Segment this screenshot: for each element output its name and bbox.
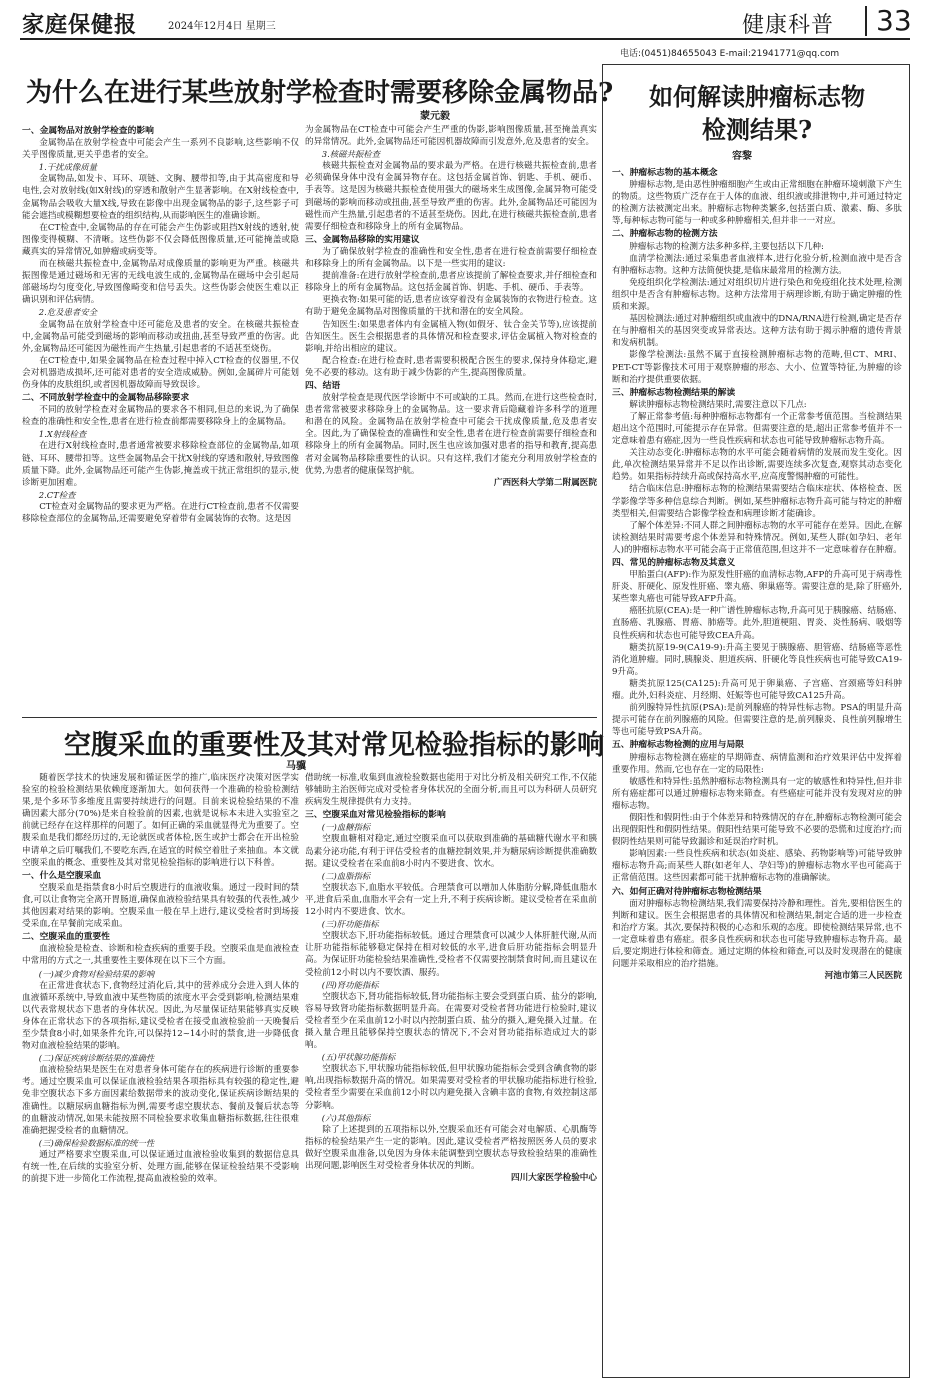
paragraph: 金属物品,如发卡、耳环、项链、文胸、腰带扣等,由于其高密度和导电性,会对放射线(如X射线)的穿透和散射产生显著影响。在X射线检查中,金属物品会吸收大量X线,导致在影像中出现金属物品的影子,这些影子可能会遮挡或模糊想要检查的组织结构,从而影响医生的准确诊断。 <box>22 174 299 221</box>
subsection-heading: (六)其他指标 <box>321 1112 371 1123</box>
paragraph: 肿瘤标志物的检测方法多种多样,主要包括以下几种: <box>629 241 824 252</box>
paragraph: 借助统一标准,收集到血液检验数据也能用于对比分析及相关研究工作,不仅能够辅助主治医师完成对受检者身体状况的全面分析,而且可以为科研人员研究疾病发生规律提供有力支持。 <box>305 773 597 808</box>
paragraph: 金属物品在放射学检查中还可能危及患者的安全。在核磁共振检查中,金属物品可能受到磁场的影响而移动或扭曲,甚至导致严重的伤害。此外,金属物品还可能因为磁性而产生热量,引起患者的不适甚至烧伤。 <box>22 319 299 354</box>
subsection-heading: (三)确保检验数据标准的统一性 <box>38 1137 155 1148</box>
paragraph: 告知医生:如果患者体内有金属植入物(如假牙、钛合金关节等),应该提前告知医生。医生会根据患者的具体情况和检查要求,评估金属植入物对检查的影响,并给出相应的建议。 <box>305 319 597 354</box>
article2-column-1 <box>22 772 299 1380</box>
subsection-heading: (二)保证疾病诊断结果的准确性 <box>38 1053 155 1064</box>
subsection-heading: (三)肝功能指标 <box>321 919 379 930</box>
paragraph: 在CT检查中,如果金属物品在检查过程中掉入CT检查的仪器里,不仅会对机器造成损坏,还可能对患者的安全造成威胁。例如,金属碎片可能划伤身体的皮肤组织,或者因机器故障而导致误诊。 <box>22 355 299 390</box>
subsection-heading: (一)血糖指标 <box>321 822 371 833</box>
paragraph: 影响因素:一些良性疾病和状态(如炎症、感染、药物影响等)可能导致肿瘤标志物升高;而某些人群(如老年人、孕妇等)的肿瘤标志物水平也可能高于正常值范围。这些因素都可能干扰肿瘤标志物的准确解读。 <box>612 849 902 884</box>
paragraph: 空腹状态下,肝功能指标较低。通过合理禁食可以减少人体肝脏代谢,从而让肝功能指标能够稳定保持在相对较低的水平,进食后肝功能指标会明显升高。为保证肝功能检验结果准确性,受检者不仅需要控制禁食时间,而且建议在受检前12小时以内不要饮酒、服药。 <box>305 931 597 978</box>
paragraph: 空腹采血是指禁食8小时后空腹进行的血液收集。通过一段时间的禁食,可以让食物完全离开胃肠道,确保血液检验结果具有较强的代表性,减少其他因素对结果的影响。空腹采血一般在早上进行,建议受检者时到场接受采血,在早餐前完成采血。 <box>22 882 299 930</box>
issue-date: 2024年12月4日 星期三 <box>168 21 276 32</box>
article2-author: 马骥 <box>286 761 306 772</box>
paragraph: 配合检查:在进行检查时,患者需要积极配合医生的要求,保持身体稳定,避免不必要的移动。这有助于减少伪影的产生,提高图像质量。 <box>305 355 597 378</box>
section-heading: 二、不同放射学检查中的金属物品移除要求 <box>22 393 190 404</box>
subsection-heading: 2.危及患者安全 <box>38 307 98 318</box>
article3-title-line2: 检测结果? <box>701 115 813 144</box>
section-name: 健康科普 <box>742 13 835 38</box>
subsection-heading: 2.CT检查 <box>38 489 76 500</box>
paragraph: 在CT检查中,金属物品的存在可能会产生伪影或阻挡X射线的透射,使图像变得模糊、不清晰。这些伪影不仅会降低图像质量,还可能掩盖或隐藏真实的异常情况,如肿瘤或病变等。 <box>22 222 299 257</box>
paragraph: 基因检测法:通过对肿瘤组织或血液中的DNA/RNA进行检测,确定是否存在与肿瘤相关的基因突变或异常表达。这种方法有助于揭示肿瘤的遗传背景和发病机制。 <box>612 314 902 349</box>
section-heading: 三、肿瘤标志物检测结果的解读 <box>612 387 736 398</box>
subsection-heading: 1.X射线检查 <box>38 429 87 440</box>
paragraph: 假阳性和假阴性:由于个体差异和特殊情况的存在,肿瘤标志物检测可能会出现假阳性和假阴性结果。假阳性结果可能导致不必要的恐慌和过度治疗;而假阴性结果则可能导致漏诊和延误治疗时机。 <box>612 812 902 848</box>
section-heading: 三、空腹采血对常见检验指标的影响 <box>305 810 446 821</box>
article-divider <box>22 717 597 718</box>
article3-title <box>612 80 902 146</box>
paragraph: CT检查对金属物品的要求更为严格。在进行CT检查前,患者不仅需要移除检查部位的金属物品,还需要避免穿着带有金属装饰的衣物。这是因 <box>22 501 299 524</box>
section-heading: 二、空腹采血的重要性 <box>22 932 110 943</box>
subsection-heading: 1.干扰成像质量 <box>38 162 98 173</box>
section-heading: 四、常见的肿瘤标志物及其意义 <box>612 558 736 568</box>
article3-author: 容黎 <box>732 151 752 162</box>
paragraph: 在进行X射线检查时,患者通常被要求移除检查部位的金属物品,如项链、耳环、腰带扣等。这些金属物品会干扰X射线的穿透和散射,导致图像质量下降。此外,金属物品还可能产生伪影,掩盖或干扰正常组织的显示,使诊断更加困难。 <box>22 441 299 488</box>
paragraph: 提前准备:在进行放射学检查前,患者应该提前了解检查要求,并仔细检查和移除身上的所有金属物品。这包括金属首饰、钥匙、手机、硬币、手表等。 <box>305 271 597 294</box>
paragraph: 随着医学技术的快速发展和循证医学的推广,临床医疗决策对医学实验室的检验检测结果依赖度逐渐加大。如何获得一个准确的检验检测结果,是个多环节多维度且需要持续进行的问题。目前来说检验结果的不准确因素大部分(70%)是来自检验前的因素,也就是说标本未进入实验室之前就已经存在这样那样的问题了。如何正确的采血就显得尤为重要了。空腹采血是我们都经历过的,无论就医或者体检,医生或护士都会在开出检验申请单之后叮嘱我们,不要吃东西,在适宜的时候空着肚子来抽血。本文就空腹采血的概念、重要性及其对常见检验指标的影响进行以下科普。 <box>22 773 299 868</box>
paragraph: 为金属物品在CT检查中可能会产生严重的伪影,影响图像质量,甚至掩盖真实的异常情况。此外,金属物品还可能因机器故障而引发意外,危及患者的安全。 <box>305 125 597 148</box>
section-heading: 二、肿瘤标志物的检测方法 <box>612 229 718 240</box>
paragraph: 肿瘤标志物,是由恶性肿瘤细胞产生或由正常细胞在肿瘤环境刺激下产生的物质。这些物质广泛存在于人体的血液、组织液或排泄物中,并可通过特定的检测方法被测定出来。肿瘤标志物种类繁多,包括蛋白质、激素、酶、多肽等,每种标志物可能与一种或多种肿瘤相关,但并非一一对应。 <box>612 180 902 227</box>
author-affiliation: 四川大家医学检验中心 <box>511 1173 597 1184</box>
paragraph: 肿瘤标志物检测在癌症的早期筛查、病情监测和治疗效果评估中发挥着重要作用。然而,它也存在一定的局限性: <box>612 752 902 775</box>
section-heading: 六、如何正确对待肿瘤标志物检测结果 <box>612 886 762 897</box>
paragraph: 放射学检查是现代医学诊断中不可或缺的工具。然而,在进行这些检查时,患者常常被要求移除身上的金属物品。这一要求背后隐藏着许多科学的道理和潜在的风险。金属物品在放射学检查中可能会干扰成像质量,危及患者安全。因此,为了确保检查的准确性和安全性,患者在进行检查前需要仔细检查和移除身上的所有金属物品。同时,医生也应该加强对患者的指导和教育,提高患者对金属物品移除重要性的认识。只有这样,我们才能充分利用放射学检查的优势,为患者的健康保驾护航。 <box>305 393 597 476</box>
paragraph: 核磁共振检查对金属物品的要求最为严格。在进行核磁共振检查前,患者必须确保身体中没有金属异物存在。这包括金属首饰、钥匙、手机、硬币、手表等。这是因为核磁共振检查使用强大的磁场来生成图像,金属异物可能受到磁场的影响而移动或扭曲,甚至导致严重的伤害。此外,金属物品还可能因为磁性而产生热量,引起患者的不适甚至烧伤。因此,在进行核磁共振检查前,患者需要仔细检查和移除身上的所有金属物品。 <box>305 161 597 232</box>
paragraph: 血液检验结果是医生在对患者身体可能存在的疾病进行诊断的重要参考。通过空腹采血可以保证血液检验结果各项指标具有较强的稳定性,避免非空腹状态下多方面因素给数据带来的波动变化,保证疾病诊断结果的准确性。以糖尿病血糖指标为例,需要考虑空腹状态、餐前及餐后状态等的血糖波动情况,如果未能按照不同检验要求收集血糖指标数据,往往很难准确把握受检者的血糖情况。 <box>22 1065 299 1136</box>
paragraph: 免疫组织化学检测法:通过对组织切片进行染色和免疫组化技术处理,检测组织中是否含有肿瘤标志物。这种方法常用于病理诊断,有助于确定肿瘤的性质和来源。 <box>612 277 902 313</box>
page-number: 33 <box>876 4 912 37</box>
paragraph: 影像学检测法:虽然不属于直接检测肿瘤标志物的范畴,但CT、MRI、PET-CT等影像技术可用于观察肿瘤的形态、大小、位置等特征,为肿瘤的诊断和治疗提供重要依据。 <box>612 350 902 385</box>
article1-column-2 <box>305 124 597 714</box>
masthead-rule <box>20 38 910 40</box>
contact-info: 电话:(0451)84655043 E-mail:21941771@qq.com <box>620 49 840 59</box>
subsection-heading: (二)血脂指标 <box>321 870 371 881</box>
article3-column <box>612 166 902 1372</box>
subsection-heading: (五)甲状腺功能指标 <box>321 1052 396 1063</box>
paragraph: 金属物品在放射学检查中可能会产生一系列不良影响,这些影响不仅关乎图像质量,更关乎患者的安全。 <box>22 138 299 161</box>
paragraph: 了解个体差异:不同人群之间肿瘤标志物的水平可能存在差异。因此,在解读检测结果时需要考虑个体差异和特殊情况。例如,某些人群(如孕妇、老年人)的肿瘤标志物水平可能会高于正常值范围,但这并不一定意味着存在肿瘤。 <box>612 520 902 555</box>
paragraph: 通过严格要求空腹采血,可以保证通过血液检验收集到的数据信息具有统一性,在后续的实验室分析、处理方面,能够在保证检验结果不受影响的前提下进一步简化工作流程,提高血液检验的效率。 <box>22 1149 299 1185</box>
subsection-heading: 3.核磁共振检查 <box>321 149 381 160</box>
paragraph: 血清学检测法:通过采集患者血液样本,进行化验分析,检测血液中是否含有肿瘤标志物。这种方法简便快捷,是临床最常用的检测方法。 <box>612 253 902 276</box>
paragraph: 结合临床信息:肿瘤标志物的检测结果需要结合临床症状、体格检查、医学影像学等多种信息综合判断。例如,某些肿瘤标志物升高可能与特定的肿瘤类型相关,但需要结合影像学检查和病理诊断才能确诊。 <box>612 484 902 519</box>
section-heading: 一、肿瘤标志物的基本概念 <box>612 168 718 178</box>
article2-column-2 <box>305 772 597 1380</box>
paragraph: 为了确保放射学检查的准确性和安全性,患者在进行检查前需要仔细检查和移除身上的所有金属物品。以下是一些实用的建议: <box>305 246 597 270</box>
paragraph: 空腹血糖相对稳定,通过空腹采血可以获取到准确的基础糖代谢水平和胰岛素分泌功能,有利于评估受检者的血糖控制效果,并为糖尿病诊断提供准确数据。建议受检者在采血前8小时内不要进食、饮水。 <box>305 834 597 869</box>
paragraph: 甲胎蛋白(AFP):作为原发性肝癌的血清标志物,AFP的升高可见于病毒性肝炎、肝硬化、原发性肝癌、睾丸癌、卵巢癌等。需要注意的是,除了肝癌外,某些睾丸癌也可能导致AFP升高。 <box>612 570 902 605</box>
paragraph: 面对肿瘤标志物检测结果,我们需要保持冷静和理性。首先,要相信医生的判断和建议。医生会根据患者的具体情况和检测结果,制定合适的进一步检查和治疗方案。其次,要保持积极的心态和乐观的态度。即使检测结果异常,也不一定意味着患有癌症。很多良性疾病和状态也可能导致肿瘤标志物升高。最后,要定期进行体检和筛查。通过定期的体检和筛查,可以及时发现潜在的健康问题并采取相应的治疗措施。 <box>612 898 902 970</box>
author-affiliation: 河池市第三人民医院 <box>824 971 902 982</box>
paragraph: 糖类抗原125(CA125):升高可见于卵巢癌、子宫癌、宫颈癌等妇科肿瘤。此外,妇科炎症、月经期、妊娠等也可能导致CA125升高。 <box>612 678 902 702</box>
paper-name: 家庭保健报 <box>22 12 138 38</box>
section-heading: 五、肿瘤标志物检测的应用与局限 <box>612 740 744 751</box>
article1-title: 为什么在进行某些放射学检查时需要移除金属物品? <box>26 78 614 108</box>
paragraph: 糖类抗原19-9(CA19-9):升高主要见于胰腺癌、胆管癌、结肠癌等恶性消化道肿瘤。同时,胰腺炎、胆道疾病、肝硬化等良性疾病也可能导致CA19-9升高。 <box>612 642 902 677</box>
article3-title-line1: 如何解读肿瘤标志物 <box>649 82 865 111</box>
paragraph: 关注动态变化:肿瘤标志物的水平可能会随着病情的发展而发生变化。因此,单次检测结果异常并不足以作出诊断,需要连续多次复查,观察其动态变化趋势。如果指标持续升高或保持高水平,应高度警惕肿瘤的可能性。 <box>612 448 902 483</box>
article1-author: 蒙元毅 <box>420 111 450 122</box>
author-affiliation: 广西医科大学第二附属医院 <box>493 477 597 488</box>
masthead-separator <box>865 6 867 36</box>
section-heading: 四、结语 <box>305 380 341 391</box>
article1-column-1 <box>22 124 299 714</box>
paragraph: 了解正常参考值:每种肿瘤标志物都有一个正常参考值范围。当检测结果超出这个范围时,可能提示存在异常。但需要注意的是,超出正常参考值并不一定意味着患有癌症,因为一些良性疾病和状态也可能导致肿瘤标志物升高。 <box>612 411 902 447</box>
paragraph: 癌胚抗原(CEA):是一种广谱性肿瘤标志物,升高可见于胰腺癌、结肠癌、直肠癌、乳腺癌、胃癌、肺癌等。此外,胆道梗阻、胃炎、炎性肠病、吸烟等良性疾病和状态也可能导致CEA升高。 <box>612 606 902 641</box>
paragraph: 更换衣物:如果可能的话,患者应该穿着没有金属装饰的衣物进行检查。这有助于避免金属物品对图像质量的干扰和潜在的安全风险。 <box>305 295 597 318</box>
paragraph: 敏感性和特异性:虽然肿瘤标志物检测具有一定的敏感性和特异性,但并非所有癌症都可以通过肿瘤标志物来筛查。有些癌症可能并没有发现对应的肿瘤标志物。 <box>612 776 902 811</box>
paragraph: 不同的放射学检查对金属物品的要求各不相同,但总的来说,为了确保检查的准确性和安全性,患者在进行检查前都需要移除身上的金属物品。 <box>22 405 299 428</box>
paragraph: 而在核磁共振检查中,金属物品对成像质量的影响更为严重。核磁共振图像是通过磁场和无害的无线电波生成的,金属物品在磁场中会引起局部磁场均匀度变化,导致图像畸变和信号丢失。这些伪影会使医生难以正确识别和评估病情。 <box>22 259 299 306</box>
paragraph: 空腹状态下,肾功能指标较低,肾功能指标主要会受到蛋白质、盐分的影响,容易导致肾功能指标数据明显升高。在需要对受检者肾功能进行检验时,建议受检者至少在采血前12小时以内控制蛋白质、盐分的摄入,避免摄入过量。在摄入量合理且能够保持空腹状态的情况下,不会对肾功能指标造成过大的影响。 <box>305 991 597 1051</box>
section-heading: 一、金属物品对放射学检查的影响 <box>22 126 154 136</box>
paragraph: 解读肿瘤标志物检测结果时,需要注意以下几点: <box>629 399 807 410</box>
paragraph: 血液检验是检查、诊断和检查疾病的重要手段。空腹采血是血液检查中常用的方式之一,其重要性主要体现在以下三个方面。 <box>22 944 299 967</box>
subsection-heading: (四)肾功能指标 <box>321 979 379 990</box>
paragraph: 空腹状态下,血脂水平较低。合理禁食可以增加人体脂肪分解,降低血脂水平,进食后采血,血脂水平会有一定上升,不利于疾病诊断。建议受检者在采血前12小时内不要进食、饮水。 <box>305 882 597 918</box>
paragraph: 前列腺特异性抗原(PSA):是前列腺癌的特异性标志物。PSA的明显升高提示可能存在前列腺癌的风险。但需要注意的是,前列腺炎、良性前列腺增生等也可能导致PSA升高。 <box>612 703 902 738</box>
paragraph: 在正常进食状态下,食物经过消化后,其中的营养成分会进入到人体的血液循环系统中,导致血液中某些物质的浓度水平会受到影响,检测结果难以代表常规状态下患者的身体状况。因此,为尽量保证结果能够真实反映身体在正常状态下的各项指标,建议受检者在接受血液检验前一天晚餐后至少禁食8小时,如果条件允许,可以保持12~14小时的禁食,进一步降低食物对血液检验结果的影响。 <box>22 980 299 1052</box>
article2-title: 空腹采血的重要性及其对常见检验指标的影响 <box>64 730 604 761</box>
paragraph: 除了上述提到的五项指标以外,空腹采血还有可能会对电解质、心肌酶等指标的检验结果产生一定的影响。因此,建议受检者严格按照医务人员的要求做好空腹采血准备,以免因为身体未能调整到空腹状态导致检验结果的准确性出现问题,影响医生对受检者身体状况的判断。 <box>305 1124 597 1171</box>
section-heading: 三、金属物品移除的实用建议 <box>305 234 420 245</box>
section-heading: 一、什么是空腹采血 <box>22 870 102 881</box>
subsection-heading: (一)减少食物对检验结果的影响 <box>38 968 155 979</box>
paragraph: 空腹状态下,甲状腺功能指标较低,但甲状腺功能指标会受到含碘食物的影响,出现指标数据升高的情况。如果需要对受检者的甲状腺功能指标进行检验,受检者至少需要在采血前12小时以内避免摄入含碘丰富的食物,有效控制这部分影响。 <box>305 1064 597 1111</box>
